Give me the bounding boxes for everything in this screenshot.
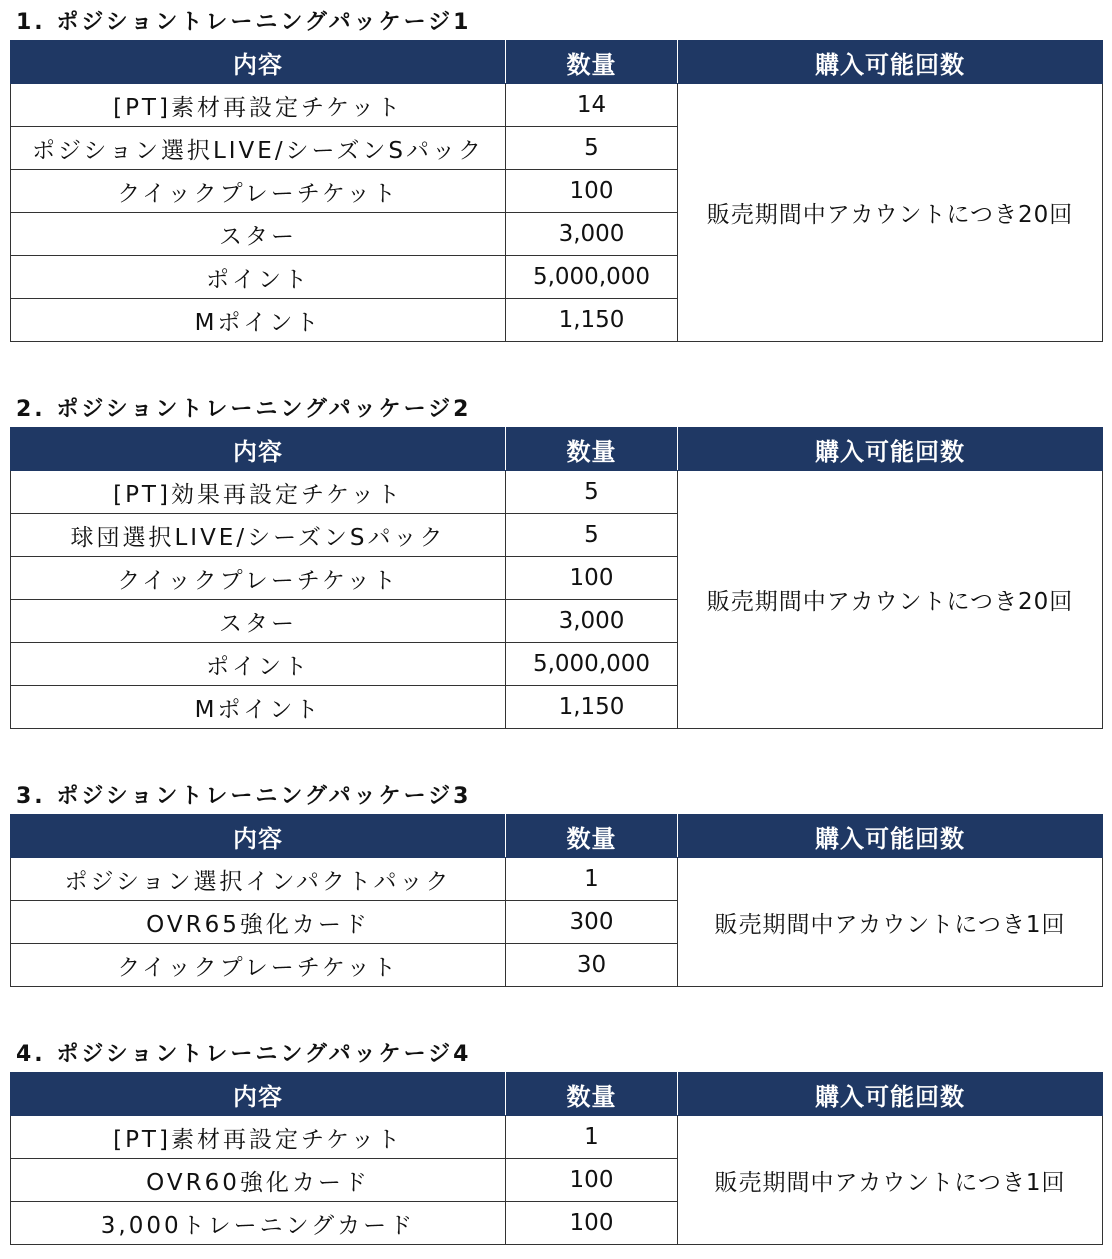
table-header-row xyxy=(11,41,1103,84)
header-quantity: 数量 xyxy=(506,1073,678,1116)
item-quantity: 1 xyxy=(506,1116,678,1159)
item-name: [PT]素材再設定チケット xyxy=(11,1116,506,1159)
table-row xyxy=(11,471,1103,514)
item-quantity: 5 xyxy=(506,127,678,170)
purchase-limit: 販売期間中アカウントにつき20回 xyxy=(678,84,1103,342)
item-quantity: 5 xyxy=(506,471,678,514)
table-row xyxy=(11,84,1103,127)
package-table xyxy=(10,427,1103,729)
package-table xyxy=(10,814,1103,987)
item-quantity: 3,000 xyxy=(506,600,678,643)
item-quantity: 30 xyxy=(506,944,678,987)
item-name: Mポイント xyxy=(11,686,506,729)
item-name: Mポイント xyxy=(11,299,506,342)
header-limit: 購入可能回数 xyxy=(678,815,1103,858)
header-content: 内容 xyxy=(11,41,506,84)
table-header-row xyxy=(11,1073,1103,1116)
package-table xyxy=(10,40,1103,342)
item-name: ポイント xyxy=(11,256,506,299)
item-name: ポイント xyxy=(11,643,506,686)
item-quantity: 3,000 xyxy=(506,213,678,256)
item-name: スター xyxy=(11,213,506,256)
item-name: [PT]素材再設定チケット xyxy=(11,84,506,127)
item-quantity: 100 xyxy=(506,557,678,600)
item-quantity: 1 xyxy=(506,858,678,901)
item-quantity: 5,000,000 xyxy=(506,643,678,686)
item-name: クイックプレーチケット xyxy=(11,944,506,987)
package-title: 4. ポジショントレーニングパッケージ4 xyxy=(16,1042,472,1067)
header-quantity: 数量 xyxy=(506,428,678,471)
table-row xyxy=(11,858,1103,901)
table-header-row xyxy=(11,428,1103,471)
item-name: OVR60強化カード xyxy=(11,1159,506,1202)
item-quantity: 1,150 xyxy=(506,299,678,342)
table-row xyxy=(11,1116,1103,1159)
header-content: 内容 xyxy=(11,815,506,858)
item-name: クイックプレーチケット xyxy=(11,557,506,600)
item-name: クイックプレーチケット xyxy=(11,170,506,213)
header-limit: 購入可能回数 xyxy=(678,1073,1103,1116)
header-quantity: 数量 xyxy=(506,41,678,84)
item-name: 球団選択LIVE/シーズンSパック xyxy=(11,514,506,557)
package-title: 1. ポジショントレーニングパッケージ1 xyxy=(16,10,472,35)
item-quantity: 100 xyxy=(506,1159,678,1202)
item-quantity: 5,000,000 xyxy=(506,256,678,299)
header-content: 内容 xyxy=(11,1073,506,1116)
header-limit: 購入可能回数 xyxy=(678,428,1103,471)
purchase-limit: 販売期間中アカウントにつき1回 xyxy=(678,1116,1103,1245)
header-limit: 購入可能回数 xyxy=(678,41,1103,84)
item-quantity: 100 xyxy=(506,170,678,213)
item-name: ポジション選択インパクトパック xyxy=(11,858,506,901)
item-quantity: 100 xyxy=(506,1202,678,1245)
package-title: 3. ポジショントレーニングパッケージ3 xyxy=(16,784,472,809)
item-name: [PT]効果再設定チケット xyxy=(11,471,506,514)
item-name: OVR65強化カード xyxy=(11,901,506,944)
item-name: 3,000トレーニングカード xyxy=(11,1202,506,1245)
item-quantity: 14 xyxy=(506,84,678,127)
package-title: 2. ポジショントレーニングパッケージ2 xyxy=(16,397,472,422)
item-name: スター xyxy=(11,600,506,643)
item-quantity: 300 xyxy=(506,901,678,944)
header-content: 内容 xyxy=(11,428,506,471)
header-quantity: 数量 xyxy=(506,815,678,858)
table-header-row xyxy=(11,815,1103,858)
item-quantity: 5 xyxy=(506,514,678,557)
purchase-limit: 販売期間中アカウントにつき20回 xyxy=(678,471,1103,729)
purchase-limit: 販売期間中アカウントにつき1回 xyxy=(678,858,1103,987)
item-name: ポジション選択LIVE/シーズンSパック xyxy=(11,127,506,170)
package-table xyxy=(10,1072,1103,1245)
item-quantity: 1,150 xyxy=(506,686,678,729)
